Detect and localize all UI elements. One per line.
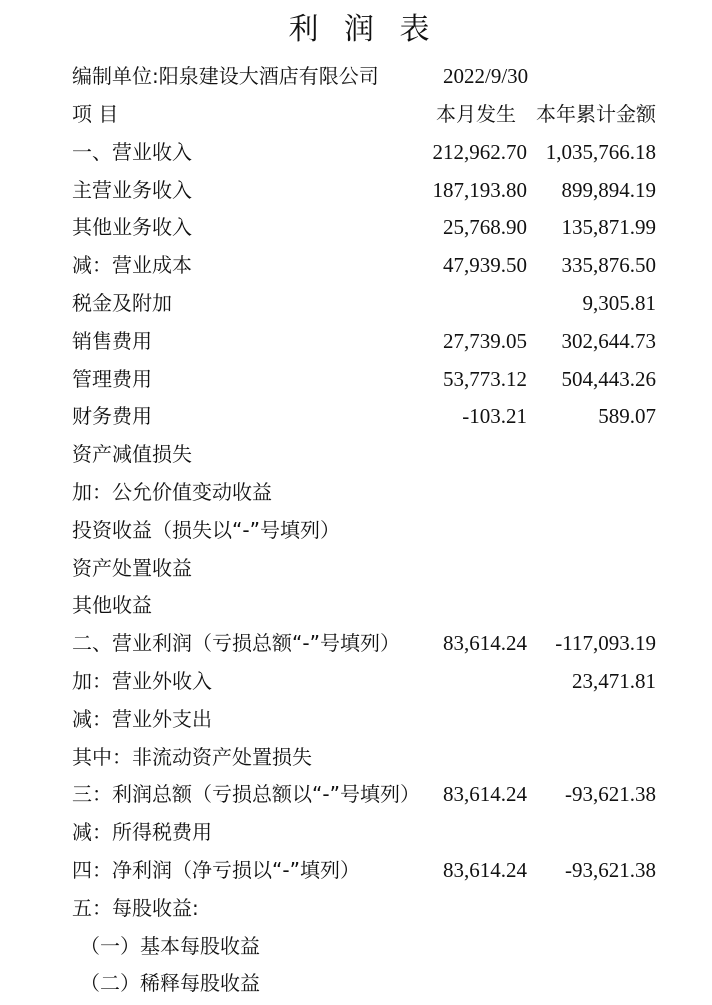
row-label: 五：每股收益: <box>72 895 199 920</box>
row-year-value: 23,471.81 <box>572 668 656 693</box>
table-row <box>0 665 712 703</box>
row-year-value: -117,093.19 <box>555 631 656 656</box>
row-label: 一、营业收入 <box>72 139 192 164</box>
row-month-value: 83,614.24 <box>443 631 527 656</box>
row-year-value: 589.07 <box>598 404 656 429</box>
row-month-value: 47,939.50 <box>443 253 527 278</box>
row-label: 税金及附加 <box>72 290 172 315</box>
row-month-value: 83,614.24 <box>443 782 527 807</box>
table-row <box>0 892 712 930</box>
row-label: 三：利润总额（亏损总额以“-”号填列） <box>72 782 420 807</box>
row-label: 加：营业外收入 <box>72 668 212 693</box>
table-row <box>0 438 712 476</box>
header-year-to-date: 本年累计金额 <box>536 102 656 126</box>
row-month-value: -103.21 <box>462 404 527 429</box>
table-row <box>0 967 712 1005</box>
row-year-value: 335,876.50 <box>561 253 656 278</box>
row-year-value: 899,894.19 <box>561 177 656 202</box>
table-row <box>0 741 712 779</box>
table-row <box>0 627 712 665</box>
header-current-month: 本月发生 <box>436 102 516 126</box>
table-row <box>0 249 712 287</box>
row-label: 减：所得税费用 <box>72 820 212 845</box>
row-month-value: 25,768.90 <box>443 215 527 240</box>
row-year-value: -93,621.38 <box>565 857 656 882</box>
table-row <box>0 778 712 816</box>
table-row <box>0 703 712 741</box>
header-item: 项 目 <box>72 102 119 126</box>
table-row <box>0 552 712 590</box>
table-row <box>0 514 712 552</box>
table-row <box>0 930 712 968</box>
table-header-row <box>0 98 712 136</box>
table-row <box>0 854 712 892</box>
row-year-value: 1,035,766.18 <box>545 139 656 164</box>
row-year-value: 504,443.26 <box>561 366 656 391</box>
row-label: 主营业务收入 <box>72 177 192 202</box>
row-label: 销售费用 <box>72 328 152 353</box>
income-table <box>0 98 712 1005</box>
row-label: 其中：非流动资产处置损失 <box>72 744 312 769</box>
table-row <box>0 287 712 325</box>
row-year-value: 9,305.81 <box>582 290 656 315</box>
row-label: 管理费用 <box>72 366 152 391</box>
row-label: 其他收益 <box>72 593 152 618</box>
row-label: 二、营业利润（亏损总额“-”号填列） <box>72 631 400 656</box>
row-month-value: 83,614.24 <box>443 857 527 882</box>
row-label: （二）稀释每股收益 <box>80 971 260 996</box>
table-row <box>0 400 712 438</box>
preparing-unit: 编制单位:阳泉建设大酒店有限公司 <box>72 64 379 88</box>
table-row <box>0 816 712 854</box>
row-month-value: 187,193.80 <box>432 177 527 202</box>
row-label: 资产处置收益 <box>72 555 192 580</box>
table-row <box>0 325 712 363</box>
row-label: 财务费用 <box>72 404 152 429</box>
table-row <box>0 136 712 174</box>
row-year-value: 302,644.73 <box>561 328 656 353</box>
row-year-value: 135,871.99 <box>561 215 656 240</box>
table-row <box>0 363 712 401</box>
page-title: 利 润 表 <box>288 12 438 47</box>
row-label: 减：营业外支出 <box>72 706 212 731</box>
table-row <box>0 174 712 212</box>
report-date: 2022/9/30 <box>443 64 529 88</box>
table-row <box>0 211 712 249</box>
table-row <box>0 589 712 627</box>
row-month-value: 212,962.70 <box>432 139 527 164</box>
row-label: 投资收益（损失以“-”号填列） <box>72 517 340 542</box>
row-label: 四：净利润（净亏损以“-”填列） <box>72 857 360 882</box>
row-label: 其他业务收入 <box>72 215 192 240</box>
row-label: 减：营业成本 <box>72 253 192 278</box>
row-label: 加：公允价值变动收益 <box>72 479 272 504</box>
row-month-value: 53,773.12 <box>443 366 527 391</box>
row-label: （一）基本每股收益 <box>80 933 260 958</box>
row-label: 资产减值损失 <box>72 442 192 467</box>
row-year-value: -93,621.38 <box>565 782 656 807</box>
table-row <box>0 476 712 514</box>
row-month-value: 27,739.05 <box>443 328 527 353</box>
